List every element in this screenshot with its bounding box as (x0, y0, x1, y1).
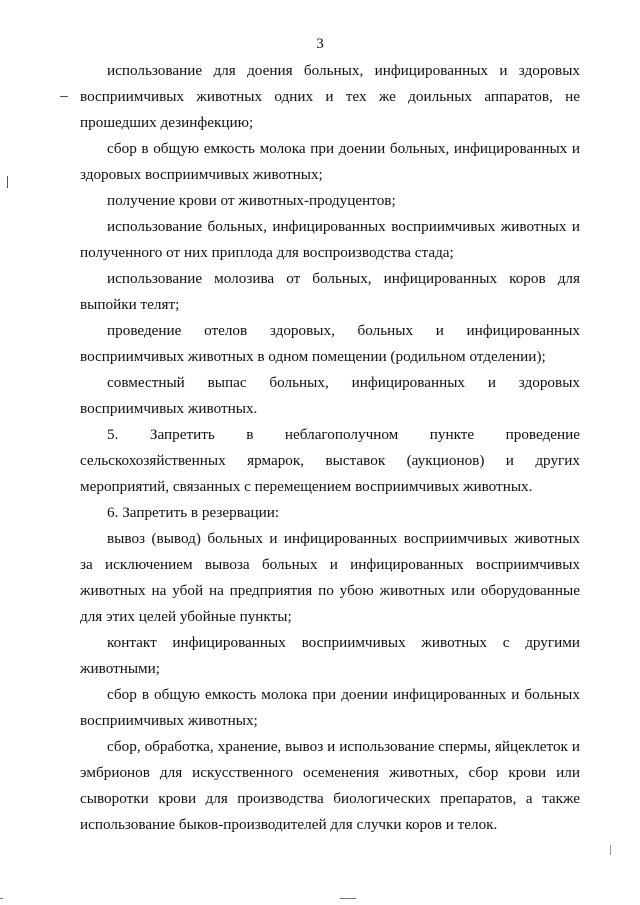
page-number: 3 (316, 36, 324, 52)
paragraph-joint-grazing: совместный выпас больных, инфицированных и здоровых восприимчивых животных. (80, 374, 580, 417)
paragraph-milk-collection-reservation: сбор в общую емкость молока при доении инфицированных и больных восприимчивых животных; (80, 686, 580, 729)
paragraph-removal: вывоз (вывод) больных и инфицированных восприимчивых животных за исключением вывоза больных и инфицированных восприимчивых животных на убой на предприятия по убою животных или оборудованные для этих целей убойные пункты; (80, 530, 580, 625)
scan-artifact (7, 176, 8, 188)
paragraph-herd-reproduction: использование больных, инфицированных восприимчивых животных и полученного от них приплода для воспроизводства стада; (80, 218, 580, 261)
scan-artifact (60, 96, 68, 97)
document-body (80, 58, 580, 838)
paragraph-blood-collection: получение крови от животных-продуцентов; (107, 192, 396, 209)
scan-artifact (340, 898, 356, 899)
paragraph-milking-equipment: использование для доения больных, инфицированных и здоровых восприимчивых животных одних и тех же доильных аппаратов, не прошедших дезинфекцию; (80, 62, 580, 131)
paragraph-contact: контакт инфицированных восприимчивых животных с другими животными; (80, 634, 580, 677)
paragraph-sperm-embryos: сбор, обработка, хранение, вывоз и использование спермы, яйцеклеток и эмбрионов для искусственного осеменения животных, сбор крови или сыворотки крови для производства биологических препаратов, а также использование быков-производителей для случки коров и телок. (80, 738, 580, 833)
scan-artifact (610, 845, 611, 855)
paragraph-calving: проведение отелов здоровых, больных и инфицированных восприимчивых животных в одном помещении (родильном отделении); (80, 322, 580, 365)
scan-artifact (0, 898, 3, 899)
paragraph-item-5: 5. Запретить в неблагополучном пункте проведение сельскохозяйственных ярмарок, выставок (аукционов) и других мероприятий, связанных с перемещением восприимчивых животных. (80, 426, 580, 495)
paragraph-colostrum: использование молозива от больных, инфицированных коров для выпойки телят; (80, 270, 580, 313)
paragraph-item-6: 6. Запретить в резервации: (107, 504, 280, 521)
paragraph-milk-collection: сбор в общую емкость молока при доении больных, инфицированных и здоровых восприимчивых животных; (80, 140, 580, 183)
